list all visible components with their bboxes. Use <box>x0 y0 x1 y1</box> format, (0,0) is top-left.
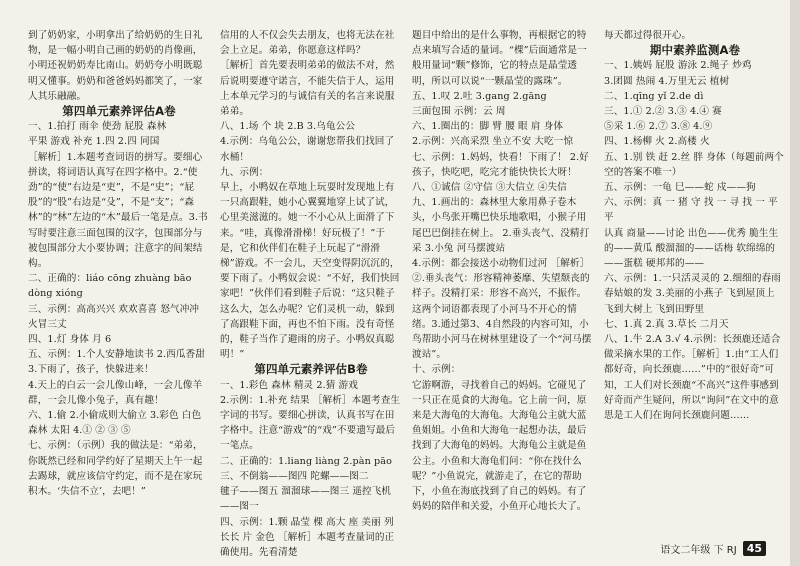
answer-paragraph: 它游啊游，寻找着自己的妈妈。它碰见了一只正在觅食的大海龟。它上前一问，原来是大海龟的大海龟。大海龟公主就大蓝鱼姐姐。小鱼和大海龟一起想办法，最后找到了大海龟的妈妈。大海龟公主就是鱼公主。小鱼和大海龟们问：“你在找什么呢？”小鱼说完，就游走了，在它的帮助下，小鱼在海底找到了自己的妈妈。有了妈妈的陪伴和关爱，小鱼开心地长大了。 <box>412 379 587 513</box>
page-footer <box>660 541 766 556</box>
page-number: 45 <box>743 541 766 556</box>
column-3 <box>412 28 594 536</box>
answer-paragraph: 七、1.真 2.真 3.草长 二月天 <box>604 318 729 330</box>
answer-paragraph: 二、正确的：1.liang liàng 2.pàn pāo <box>220 455 392 467</box>
answer-paragraph: 三、1.① 2.② 3.③ 4.④ 赛 <box>604 106 722 118</box>
answer-paragraph: 三、不倒翁——图四 陀螺——图二 <box>220 470 369 482</box>
page-edge <box>790 0 800 566</box>
answer-paragraph: 六、示例：真 一 猪 守 找 一 寻 找 一 平 平 <box>604 197 778 224</box>
answer-paragraph: 三、示例：高高兴兴 欢欢喜喜 怒气冲冲 火冒三丈 <box>28 303 200 330</box>
answer-paragraph: 二、1.qīng yǐ 2.de dì <box>604 90 704 102</box>
answer-paragraph: 九、1.画出的：森林里大象用鼻子卷木头，小鸟张开嘴巴快乐地歌唱，小猴子用尾巴巴倒挂在树上。 2.垂头丧气、没精打采 3.小兔 河马摆渡站 <box>412 197 590 254</box>
column-4 <box>604 28 786 536</box>
answer-paragraph: 六、1.圈出的：脚 臂 腰 眼 肩 身体 <box>412 121 564 133</box>
answer-paragraph: 毽子——图五 溜溜球——图三 遥控飞机——图一 <box>220 486 392 513</box>
answer-paragraph: 四、1.灯 身体 月 6 <box>28 334 112 346</box>
section-heading: 第四单元素养评估B卷 <box>254 362 368 377</box>
answer-paragraph: 到了奶奶家，小明拿出了给奶奶的生日礼物，是一幅小明自己画的奶奶的肖像画，小明还祝奶奶寿比南山。奶奶夸小明既聪明又懂事。奶奶和爸爸妈妈都笑了，一家人其乐融融。 <box>28 30 203 102</box>
answer-paragraph: 二、正确的：liáo cōng zhuàng bāo dòng xióng <box>28 273 192 300</box>
answer-paragraph: 早上，小鸭奴在草地上玩耍时发现地上有一只高跟鞋，她小心翼翼地穿上试了试，心里美滋滋的。她一不小心从上面滑了下来。“哇，真像滑滑梯！好玩极了！”于是，它和伙伴们在鞋子上玩起了“滑滑梯”游戏。不一会儿，天空变得阴沉沉的，要下雨了。小鸭奴会说：“不好，我们快回家吧！”伙伴们看到鞋子后说：“这只鞋子这么大，怎么办呢？它们灵机一动，躲到了高跟鞋下面，再也不怕下雨。没有奇怪的，鞋子当作了避雨的房子。小鸭奴真聪明！” <box>220 182 400 361</box>
answer-paragraph: 4.示例：都会接送小动物们过河 ［解析］②.垂头丧气：形容精神萎靡、失望颓丧的样子。没精打采：形容不高兴，不振作。这两个词语都表现了小河马不开心的情绪。3.通过第3、4自然段的内容可知，小鸟帮助小河马在树林里建设了一个“河马摆渡站”。 <box>412 258 592 361</box>
answer-paragraph: 2.示例：兴高采烈 坐立不安 大吃一惊 <box>412 136 574 148</box>
answer-paragraph: 五、1.叹 2.吐 3.gang 2.gāng <box>412 90 547 102</box>
answer-paragraph: 一、1.拍打 雨伞 使劲 屁股 森林 <box>28 121 167 133</box>
answer-paragraph: 八、1.场 个 块 2.B 3.乌龟公公 <box>220 121 356 133</box>
answer-paragraph: 四、1.杨柳 火 2.高楼 火 <box>604 136 710 148</box>
answer-paragraph: 4.天上的白云一会儿像山峰，一会儿像羊群，一会儿像小兔子，真有趣！ <box>28 379 203 406</box>
footer-label: 语文二年级 下 RJ <box>660 545 737 556</box>
answer-paragraph: ［解析］首先要表明弟弟的做法不对，然后说明要遵守诺言，不能失信于人，运用上本单元学习的与诚信有关的名言来说服弟弟。 <box>220 60 395 118</box>
answer-paragraph: 每天都过得很开心。 <box>604 30 692 41</box>
answer-paragraph: 七、示例：（示例）我的做法是：“弟弟，你既然已经和同学约好了星期天上午一起去踢球，就应该信守约定，而不是在家玩积木。‘失信不立’，去吧！” <box>28 440 203 498</box>
answer-paragraph: 七、示例：1.妈妈，快看！下雨了！ 2.好孩子，快吃吧，吃完才能快快长大呀！ <box>412 151 589 178</box>
answer-paragraph: 一、1.彩色 森林 精灵 2.猜 游戏 <box>220 379 358 391</box>
section-heading: 期中素养监测A卷 <box>649 43 741 58</box>
answer-paragraph: 三面包围 示例：云 周 <box>412 106 506 118</box>
answer-paragraph: 五、1.别 铁 赶 2.丝 胖 身体（每题前两个空的答案不唯一） <box>604 151 784 178</box>
answer-paragraph: ［解析］1.本题考查词语的拼写。要细心拼读，将词语认真写在四字格中。2.“使劲”的“使”右边是“吏”，不是“史”；“屁股”的“股”右边是“殳”，不是“支”；“森林”的“林”左边的“木”最后一笔是点。3.书写时要注意三面包围的汉字，包围部分与被包围部分大小要协调；注意字的间架结构。 <box>28 151 208 270</box>
answer-paragraph: 认真 商量——讨论 出色——优秀 脆生生的——黄瓜 酸溜溜的——话梅 软绵绵的——蛋糕 硬邦邦的—— <box>604 227 779 270</box>
answer-paragraph: ⑤采 1.⑥ 2.⑦ 3.⑧ 4.⑨ <box>604 121 713 133</box>
answer-paragraph: 题目中给出的是什么事物，再根据它的特点来填写合适的量词。“棵”后面通常是一般用量词“颗”修饰，它的特点是晶莹透明，所以可以说“一颗晶莹的露珠”。 <box>412 30 587 87</box>
answer-paragraph: 九、示例： <box>220 166 269 178</box>
answer-paragraph: 平果 游戏 补充 1.四 2.四 同国 <box>28 136 160 148</box>
column-1 <box>28 28 210 536</box>
section-heading: 第四单元素养评估A卷 <box>62 104 176 119</box>
answer-paragraph: 十、示例： <box>412 364 461 376</box>
answer-paragraph: 4.示例：乌龟公公，谢谢您帮我们找回了水桶！ <box>220 136 395 163</box>
answer-paragraph: 五、示例：1.个人安静地读书 2.西瓜香甜 3.下雨了，孩子，快躲进来！ <box>28 349 205 376</box>
column-2 <box>220 28 402 558</box>
answer-paragraph: 五、示例：一龟 巳——蛇 戍——狗 <box>604 182 756 194</box>
answer-paragraph: 六、1.偷 2.小偷成则大偷立 3.彩色 白色 森林 太阳 4.① ② ③ ⑤ <box>28 410 202 437</box>
answer-paragraph: 六、示例：1.一只活灵灵的 2.细细的春雨 春姑娘的发 3.美丽的小燕子 飞到屋顶上 飞到大树上 飞到田野里 <box>604 273 781 315</box>
answer-paragraph: 八、①诚信 ②守信 ③大信立 ④失信 <box>412 182 567 194</box>
answer-paragraph: 一、1.姨妈 屁股 游泳 2.绳子 炒鸡 <box>604 60 752 72</box>
answer-paragraph: 四、示例：1.颗 晶莹 棵 高大 座 美丽 列 长长 片 金色 ［解析］本题考查量词的正确使用。先看清楚 <box>220 516 395 558</box>
answer-paragraph: 信用的人不仅会失去朋友，也将无法在社会上立足。弟弟，你愿意这样吗？ <box>220 30 395 57</box>
answer-paragraph: 八、1.牛 2.A 3.√ 4.示例：长颈鹿还适合做采摘水果的工作。［解析］1.由“工人们都好奇，向长颈鹿……”中的“很好奇”可知，工人们对长颈鹿“不高兴”这件事感到好奇而产生疑问，所以“询问”在文中的意思是工人们在询问长颈鹿问题…… <box>604 334 781 422</box>
answer-paragraph: 3.团圆 热闹 4.万里无云 植树 <box>604 75 730 87</box>
answer-paragraph: 2.示例：1.补充 结果 ［解析］本题考查生字词的书写。要细心拼读，认真书写在田字格中。注意“游戏”的“戏”不要遗写最后一笔点。 <box>220 394 401 452</box>
